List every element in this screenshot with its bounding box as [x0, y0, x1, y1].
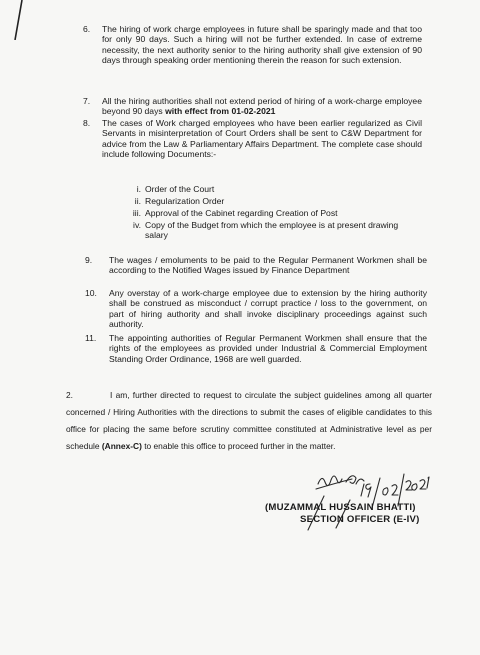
clause-number: 8.: [83, 118, 91, 128]
effective-date: with effect from 01-02-2021: [165, 106, 276, 117]
paragraph-number: 2.: [66, 390, 73, 400]
clause-text: The cases of Work charged employees who have been earlier regularized as Civil Servants in misinterpretation of Court Orders shall be sent to C&W Department for advice from the Law & Parliamentary Affairs Department. The complete case should include following Documents:-: [102, 118, 422, 160]
clause-number: 9.: [85, 255, 93, 265]
annex-reference: (Annex-C): [101, 441, 142, 451]
clause-text: All the hiring authorities shall not extend period of hiring of a work-charge employee beyond 90 days: [102, 96, 422, 117]
roman-numeral: ii.: [134, 196, 141, 206]
clause-text: The wages / emoluments to be paid to the Regular Permanent Workmen shall be according to the Notified Wages issued by Finance Department: [109, 255, 427, 276]
clause-text: Any overstay of a work-charge employee due to extension by the hiring authority shall be construed as misconduct / corrupt practice / loss to the government, on part of hiring authority and shall invoke disciplinary proceedings against such authority.: [109, 288, 427, 330]
clause-text: The appointing authorities of Regular Permanent Workmen shall ensure that the rights of the employees as provided under Industrial & Commercial Employment Standing Order Ordinance, 1968 are well guarded.: [109, 333, 427, 364]
clause-text: The hiring of work charge employees in future shall be sparingly made and that too for only 90 days. Such a hiring will not be further extended. In case of extreme necessity, the next authority senior to the hiring authority shall give extension of 90 days through speaking order mentioning therein the reason for such extension.: [102, 24, 422, 66]
signatory-name: (MUZAMMAL HUSSAIN BHATTI): [265, 502, 416, 513]
document-text: Copy of the Budget from which the employee is at present drawing salary: [145, 220, 399, 241]
clause-number: 6.: [83, 24, 91, 34]
clause-number: 10.: [85, 288, 97, 298]
clause-number: 7.: [83, 96, 91, 106]
roman-numeral: iii.: [132, 208, 141, 218]
clause-number: 11.: [85, 333, 97, 343]
roman-numeral: iv.: [133, 220, 141, 230]
paragraph-text-end: to enable this office to proceed further in the matter.: [141, 441, 336, 451]
roman-numeral: i.: [136, 184, 141, 194]
document-text: Order of the Court: [145, 184, 215, 194]
document-text: Regularization Order: [145, 196, 225, 206]
signatory-title: SECTION OFFICER (E-IV): [300, 514, 420, 525]
document-text: Approval of the Cabinet regarding Creation of Post: [145, 208, 338, 218]
paragraph-text: I am, further directed to request to circulate the subject guidelines among all quarter concerned / Hiring Authorities with the directions to submit the cases of eligible candidates to this office for placing the same before scrutiny committee constituted at Administrative level as per schedule: [66, 390, 432, 451]
